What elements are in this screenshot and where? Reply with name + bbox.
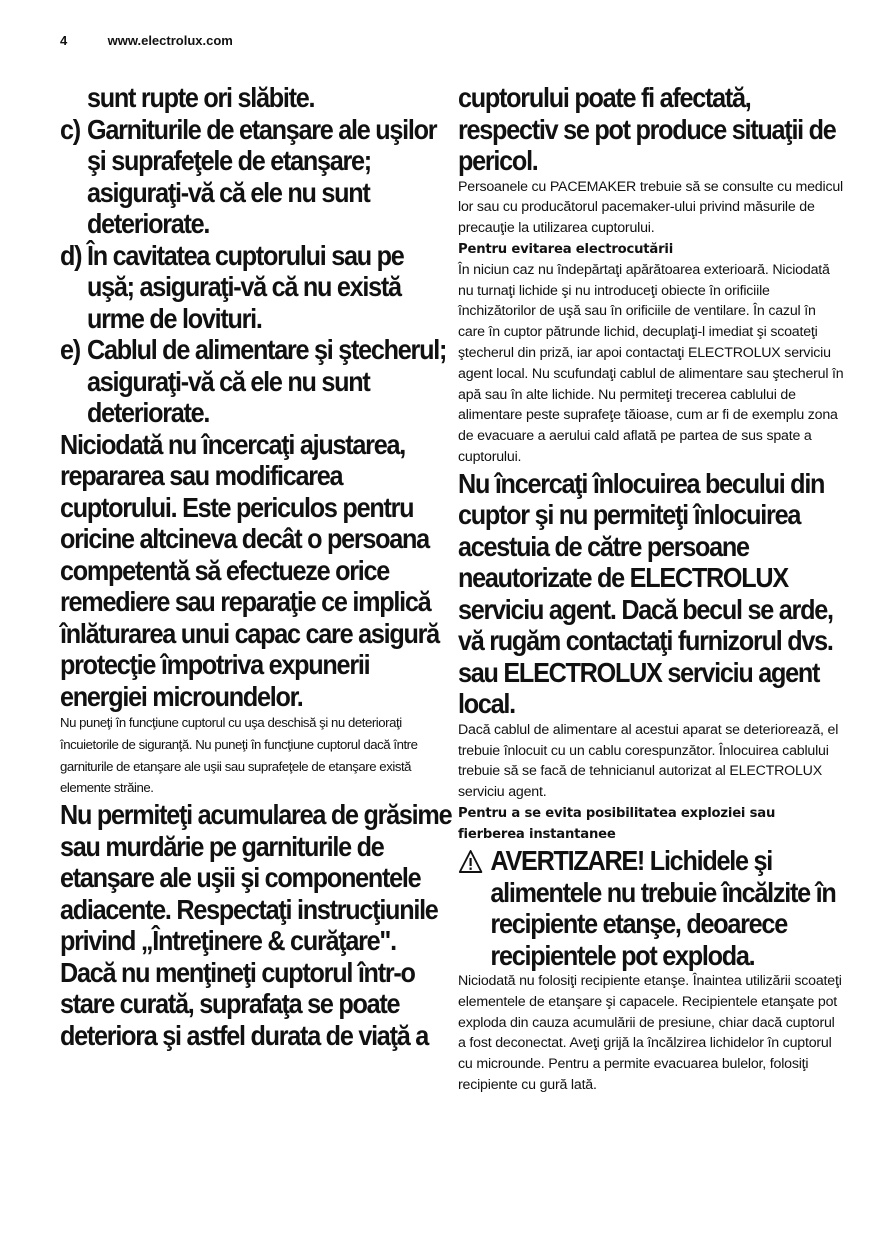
bulb-warning: Nu încercaţi înlocuirea becului din cuptor şi nu permiteţi înlocuirea acestuia de către persoane neautorizate de ELECTROLUX serviciu agent. Dacă becul se arde, vă rugăm contactaţi furnizorul dvs. sau ELECTROLUX serviciu agent local. <box>458 467 833 720</box>
right-big-block-2 <box>458 468 844 720</box>
electrocution-text: În niciun caz nu îndepărtaţi apărătoarea exterioară. Niciodată nu turnaţi lichide şi nu introduceţi obiecte în orificiile închizătorilor de uşă sau în orificiile de ventilare. În cazul în care în cuptor pătrunde lichid, decuplaţi-l imediat şi scoateţi ştecherul din priză, iar apoi contactaţi ELECTROLUX serviciu agent local. Nu scufundaţi cablul de alimentare sau ştecherul în apă sau în alte lichide. Nu permiteţi trecerea cablului de alimentare peste suprafeţe tăioase, cum ar fi de exemplu zona de evacuare a aerului cald aflată pe partea de sus spate a cuptorului. <box>458 261 844 466</box>
item-label: c) <box>60 113 80 145</box>
explosion-heading: Pentru a se evita posibilitatea exploziei sau fierberea instantanee <box>458 806 776 843</box>
door-operation-note: Nu puneţi în funcţiune cuptorul cu uşa deschisă şi nu deterioraţi încuietorile de siguranţă. Nu puneţi în funcţiune cuptorul dacă între garniturile de etanşare ale uşii sau suprafeţele de etanşare există elemente străine. <box>60 715 418 796</box>
page-header <box>60 33 233 48</box>
continued-line: sunt rupte ori slăbite. <box>87 82 315 113</box>
item-label: e) <box>60 334 80 365</box>
list-item-e <box>60 334 452 429</box>
pacemaker-note: Persoanele cu PACEMAKER trebuie să se consulte cu medicul lor sau cu producătorul pacemaker-ului privind măsurile de precauţie la utilizarea cuptorului. <box>458 178 843 237</box>
sealed-containers-note: Niciodată nu folosiţi recipiente etanşe. Înaintea utilizării scoateţi elementele de etanşare şi capacele. Recipientele etanşate pot exploda din cauza acumulării de presiune, chiar dacă cuptorul a fost deconectat. Aveţi grijă la încălzirea lichidelor în cuptorul cu microunde. Pentru a permite evacuarea bulelor, folosiţi recipiente cu gură lată. <box>458 973 842 1094</box>
right-column <box>458 82 844 1096</box>
left-column <box>60 82 452 1051</box>
item-text: În cavitatea cuptorului sau pe uşă; asiguraţi-vă că nu există urme de lovituri. <box>87 239 404 334</box>
warning-block <box>458 845 844 971</box>
cable-note: Dacă cablul de alimentare al acestui aparat se deteriorează, el trebuie înlocuit cu un cablu corespunzător. Înlocuirea cablului trebuie să se facă de tehnicianul autorizat al ELECTROLUX serviciu agent. <box>458 721 839 801</box>
warning-text: AVERTIZARE! Lichidele şi alimentele nu trebuie încălzite în recipiente etanşe, deoarece recipientele pot exploda. <box>490 845 836 971</box>
electrocution-heading: Pentru evitarea electrocutării <box>458 241 674 257</box>
page-number: 4 <box>60 33 68 48</box>
item-text: Cablul de alimentare şi ştecherul; asiguraţi-vă că ele nu sunt deteriorate. <box>87 334 447 428</box>
repair-warning: Niciodată nu încercaţi ajustarea, repararea sau modificarea cuptorului. Este periculos pentru oricine altcineva decât o persoana competentă să efectueze orice remediere sau reparaţie ce implică înlăturarea unui capac care asigură protecţie împotriva expunerii energiei microundelor. <box>60 428 439 712</box>
left-big-block-2 <box>60 799 452 1051</box>
warning-row <box>458 845 844 971</box>
grease-warning: Nu permiteţi acumularea de grăsime sau murdărie pe garniturile de etanşare ale uşii şi componentele adiacente. Respectaţi instrucţiunile privind „Întreţinere & curăţare". Dacă nu menţineţi cuptorul într-o stare curată, suprafaţa se poate deteriora şi astfel durata de viaţă a <box>60 799 452 1051</box>
list-item-d <box>60 240 452 335</box>
list-item-c <box>60 114 452 240</box>
item-label: d) <box>60 239 82 271</box>
item-text: Garniturile de etanşare ale uşilor şi suprafeţele de etanşare; asiguraţi-vă că ele nu sunt deteriorate. <box>87 113 437 239</box>
website-link[interactable]: www.electrolux.com <box>107 33 233 48</box>
right-big-block-1 <box>458 82 844 177</box>
continued-warning: cuptorului poate fi afectată, respectiv se pot produce situaţii de pericol. <box>458 82 836 176</box>
warning-triangle-icon <box>458 845 490 971</box>
left-big-block-1 <box>60 82 452 712</box>
